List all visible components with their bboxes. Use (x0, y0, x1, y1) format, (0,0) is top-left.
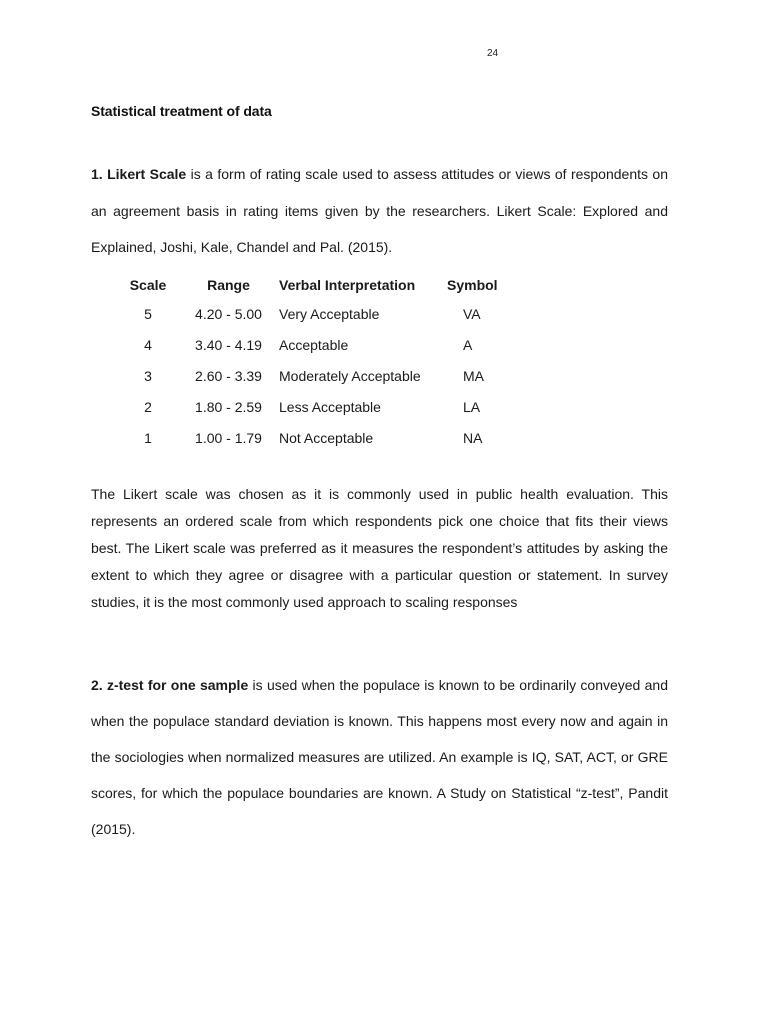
table-row (118, 360, 517, 391)
cell-verbal: Very Acceptable (279, 305, 380, 322)
header-range: Range (207, 277, 250, 293)
cell-symbol: VA (463, 305, 481, 322)
table-row (118, 298, 517, 329)
cell-symbol: LA (463, 398, 481, 415)
header-symbol: Symbol (447, 277, 498, 293)
section-heading: Statistical treatment of data (91, 103, 272, 119)
z-test-definition: is used when the populace is known to be ordinarily conveyed and when the populace standard deviation is known. This happens most every now and again in the sociologies when normalized measures are utilized. An example is IQ, SAT, ACT, or GRE scores, for which the populace boundaries are known. A Study on Statistical “z-test”, Pandit (2015). (91, 677, 669, 837)
cell-scale: 3 (144, 367, 152, 384)
page-number: 24 (487, 48, 499, 59)
z-test-term: 2. z-test for one sample (91, 677, 249, 693)
cell-range: 1.00 - 1.79 (195, 429, 262, 446)
table-row (118, 329, 517, 360)
cell-scale: 5 (144, 305, 152, 322)
z-test-paragraph (91, 667, 668, 847)
cell-symbol: A (463, 336, 473, 353)
header-verbal-interpretation: Verbal Interpretation (279, 277, 416, 293)
cell-verbal: Less Acceptable (279, 398, 381, 415)
cell-verbal: Not Acceptable (279, 429, 374, 446)
cell-symbol: MA (463, 367, 484, 384)
cell-verbal: Moderately Acceptable (279, 367, 421, 384)
table-row (118, 391, 517, 422)
likert-rationale-paragraph: The Likert scale was chosen as it is commonly used in public health evaluation. This represents an ordered scale from which respondents pick one choice that fits their views best. The Likert scale was preferred as it measures the respondent’s attitudes by asking the extent to which they agree or disagree with a particular question or statement. In survey studies, it is the most commonly used approach to scaling responses (91, 486, 668, 610)
cell-range: 3.40 - 4.19 (195, 336, 262, 353)
cell-range: 2.60 - 3.39 (195, 367, 262, 384)
likert-scale-paragraph (91, 156, 668, 266)
likert-scale-definition: is a form of rating scale used to assess attitudes or views of respondents on an agreement basis in rating items given by the researchers. Likert Scale: Explored and Explained, Joshi, Kale, Chandel and Pal. (2015). (91, 166, 668, 255)
table-row (118, 422, 517, 453)
table-header-row (118, 272, 517, 298)
cell-scale: 4 (144, 336, 152, 353)
cell-range: 4.20 - 5.00 (195, 305, 262, 322)
cell-verbal: Acceptable (279, 336, 349, 353)
cell-scale: 2 (144, 398, 152, 415)
cell-range: 1.80 - 2.59 (195, 398, 262, 415)
cell-scale: 1 (144, 429, 152, 446)
likert-scale-term: 1. Likert Scale (91, 166, 187, 182)
cell-symbol: NA (463, 429, 483, 446)
header-scale: Scale (129, 277, 167, 293)
likert-scale-table (118, 272, 517, 453)
